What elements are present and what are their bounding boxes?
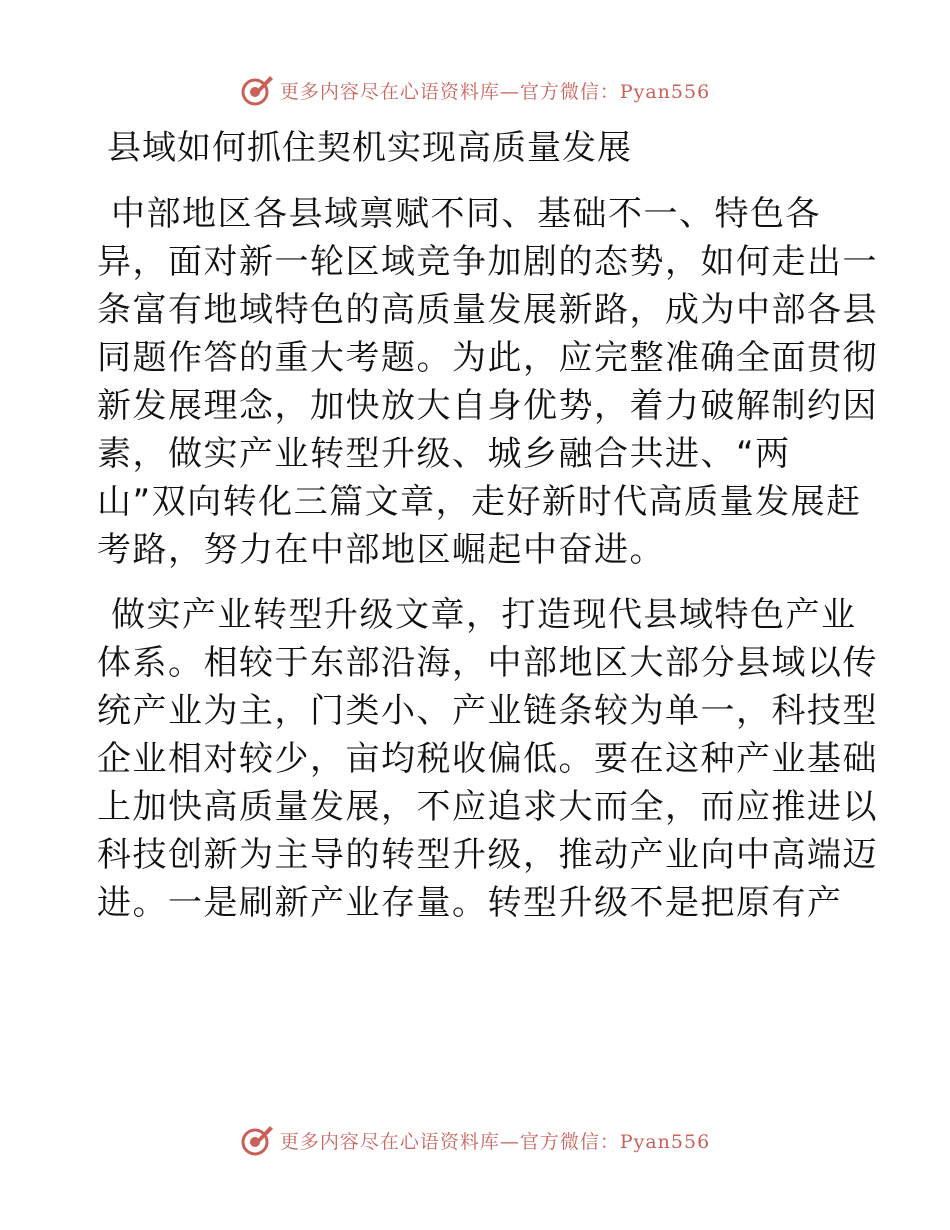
document-title: 县域如何抓住契机实现高质量发展 [107,128,632,168]
text-line: 山”双向转化三篇文章，走好新时代高质量发展赶 [97,482,862,522]
text-line: 科技创新为主导的转型升级，推动产业向中高端迈 [97,835,878,875]
header-watermark [0,70,950,110]
text-line: 同题作答的重大考题。为此，应完整准确全面贯彻 [97,338,878,378]
text-line: 素，做实产业转型升级、城乡融合共进、“两 [97,434,791,474]
text-line: 做实产业转型升级文章，打造现代县域特色产业 [111,595,857,635]
text-line: 考路，努力在中部地区崛起中奋进。 [97,530,665,570]
watermark-text: 更多内容尽在心语资料库—官方微信：Pyan556 [279,80,711,103]
text-line: 上加快高质量发展，不应追求大而全，而应推进以 [97,787,878,827]
text-line: 企业相对较少，亩均税收偏低。要在这种产业基础 [97,739,878,779]
paragraph-1 [97,190,878,574]
text-line: 异，面对新一轮区域竞争加剧的态势，如何走出一 [97,242,878,282]
text-line: 中部地区各县域禀赋不同、基础不一、特色各 [111,194,821,234]
text-line: 新发展理念，加快放大自身优势，着力破解制约因 [97,386,878,426]
document-body [97,124,878,944]
quill-pen-seal-icon [240,1123,274,1157]
text-line: 条富有地域特色的高质量发展新路，成为中部各县 [97,290,878,330]
footer-watermark [0,1120,950,1160]
paragraph-2 [97,591,878,927]
text-line: 进。一是刷新产业存量。转型升级不是把原有产 [97,883,843,923]
text-line: 体系。相较于东部沿海，中部地区大部分县域以传 [97,643,878,683]
quill-pen-seal-icon [240,73,274,107]
text-line: 统产业为主，门类小、产业链条较为单一，科技型 [97,691,878,731]
watermark-text: 更多内容尽在心语资料库—官方微信：Pyan556 [279,1130,711,1153]
